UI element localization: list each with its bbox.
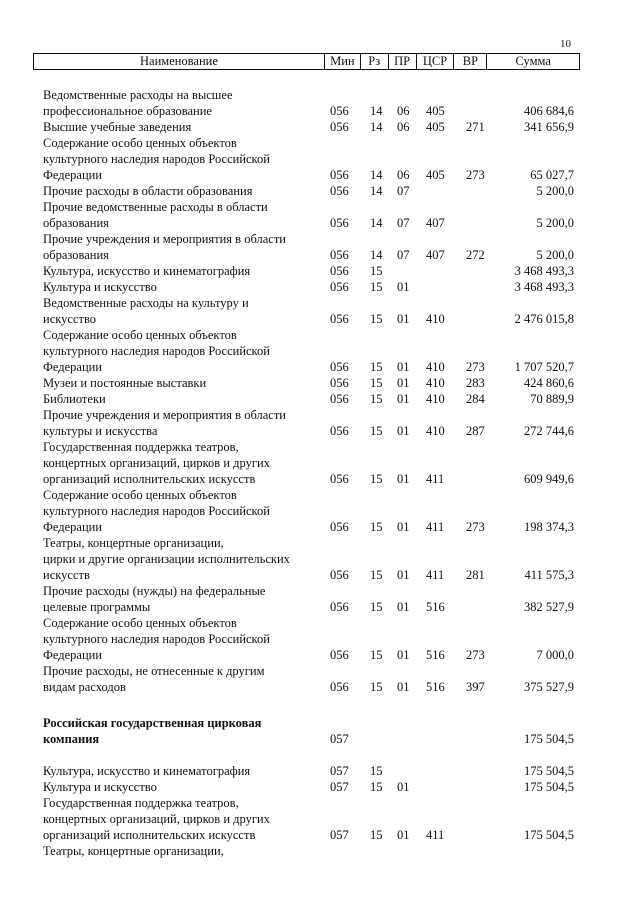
cell-vr: 272 — [466, 248, 485, 262]
row-name-line: Федерации — [43, 520, 103, 534]
cell-csr: 410 — [426, 376, 445, 390]
cell-vr: 283 — [466, 376, 485, 390]
cell-pr: 07 — [397, 248, 410, 262]
row-name — [43, 615, 333, 663]
row-name — [43, 439, 333, 487]
table-row — [0, 535, 640, 583]
row-name — [43, 583, 333, 615]
table-row — [0, 407, 640, 439]
table-row — [0, 715, 640, 747]
cell-pr: 01 — [397, 312, 410, 326]
cell-sum: 65 027,7 — [530, 168, 574, 182]
cell-vr: 273 — [466, 520, 485, 534]
cell-rz: 15 — [370, 472, 383, 486]
row-name-line: Театры, концертные организации, — [43, 536, 224, 550]
cell-rz: 15 — [370, 360, 383, 374]
row-name-line: Федерации — [43, 360, 103, 374]
cell-sum: 1 707 520,7 — [514, 360, 574, 374]
cell-sum: 5 200,0 — [536, 248, 574, 262]
row-name — [43, 795, 333, 843]
cell-csr: 410 — [426, 392, 445, 406]
row-name — [43, 279, 333, 295]
cell-rz: 14 — [370, 104, 383, 118]
cell-sum: 609 949,6 — [524, 472, 574, 486]
row-name-line: Культура и искусство — [43, 780, 157, 794]
cell-sum: 341 656,9 — [524, 120, 574, 134]
cell-rz: 14 — [370, 184, 383, 198]
row-name — [43, 327, 333, 375]
row-name — [43, 231, 333, 263]
row-name-line: Прочие учреждения и мероприятия в области — [43, 232, 286, 246]
cell-min: 057 — [330, 764, 349, 778]
row-name-line: культурного наследия народов Российской — [43, 632, 270, 646]
row-name-line: Прочие расходы (нужды) на федеральные — [43, 584, 266, 598]
cell-csr: 411 — [426, 568, 445, 582]
cell-csr: 410 — [426, 360, 445, 374]
row-name-line: Ведомственные расходы на высшее — [43, 88, 233, 102]
cell-csr: 410 — [426, 424, 445, 438]
cell-rz: 15 — [370, 392, 383, 406]
cell-csr: 411 — [426, 520, 445, 534]
cell-pr: 01 — [397, 472, 410, 486]
cell-min: 056 — [330, 648, 349, 662]
table-row — [0, 279, 640, 295]
cell-rz: 15 — [370, 312, 383, 326]
cell-vr: 273 — [466, 168, 485, 182]
cell-rz: 15 — [370, 680, 383, 694]
row-name-line: Содержание особо ценных объектов — [43, 488, 237, 502]
cell-vr: 273 — [466, 648, 485, 662]
table-row — [0, 795, 640, 843]
cell-pr: 01 — [397, 520, 410, 534]
row-name-line: Культура, искусство и кинематография — [43, 264, 251, 278]
cell-rz: 14 — [370, 216, 383, 230]
row-name-line: Федерации — [43, 648, 103, 662]
cell-min: 056 — [330, 248, 349, 262]
table-row — [0, 295, 640, 327]
table-row — [0, 183, 640, 199]
table-row — [0, 779, 640, 795]
row-name-line: Прочие учреждения и мероприятия в области — [43, 408, 286, 422]
cell-min: 057 — [330, 732, 349, 746]
cell-sum: 198 374,3 — [524, 520, 574, 534]
cell-sum: 411 575,3 — [524, 568, 574, 582]
row-name-line: Содержание особо ценных объектов — [43, 328, 237, 342]
cell-sum: 175 504,5 — [524, 828, 574, 842]
cell-pr: 07 — [397, 216, 410, 230]
row-name-line: искусств — [43, 568, 90, 582]
table-row — [0, 843, 640, 859]
cell-rz: 15 — [370, 568, 383, 582]
cell-rz: 15 — [370, 828, 383, 842]
cell-sum: 424 860,6 — [524, 376, 574, 390]
cell-rz: 15 — [370, 780, 383, 794]
row-name-line: Прочие расходы, не отнесенные к другим — [43, 664, 265, 678]
header-csr: ЦСР — [417, 54, 455, 69]
cell-rz: 15 — [370, 376, 383, 390]
cell-rz: 14 — [370, 120, 383, 134]
table-row — [0, 199, 640, 231]
row-name-line: Прочие ведомственные расходы в области — [43, 200, 268, 214]
cell-rz: 15 — [370, 600, 383, 614]
cell-min: 056 — [330, 120, 349, 134]
row-name-line: Библиотеки — [43, 392, 106, 406]
cell-min: 056 — [330, 472, 349, 486]
row-name-line: видам расходов — [43, 680, 126, 694]
cell-pr: 01 — [397, 568, 410, 582]
cell-sum: 272 744,6 — [524, 424, 574, 438]
cell-min: 057 — [330, 780, 349, 794]
cell-rz: 15 — [370, 280, 383, 294]
cell-pr: 06 — [397, 120, 410, 134]
row-name-line: Музеи и постоянные выставки — [43, 376, 207, 390]
row-name-line: концертных организаций, цирков и других — [43, 812, 270, 826]
cell-min: 056 — [330, 680, 349, 694]
cell-rz: 15 — [370, 424, 383, 438]
table-row — [0, 439, 640, 487]
cell-min: 056 — [330, 392, 349, 406]
row-name — [43, 263, 333, 279]
table-row — [0, 663, 640, 695]
row-name-line: компания — [43, 732, 100, 746]
table-row — [0, 487, 640, 535]
cell-sum: 2 476 015,8 — [514, 312, 574, 326]
cell-csr: 411 — [426, 472, 445, 486]
cell-vr: 271 — [466, 120, 485, 134]
cell-pr: 01 — [397, 280, 410, 294]
cell-sum: 382 527,9 — [524, 600, 574, 614]
cell-min: 056 — [330, 168, 349, 182]
row-name — [43, 87, 333, 119]
row-name-line: образования — [43, 216, 109, 230]
cell-rz: 15 — [370, 264, 383, 278]
table-row — [0, 327, 640, 375]
cell-pr: 06 — [397, 168, 410, 182]
cell-min: 056 — [330, 424, 349, 438]
cell-vr: 284 — [466, 392, 485, 406]
table-row — [0, 87, 640, 119]
cell-min: 056 — [330, 280, 349, 294]
row-name — [43, 407, 333, 439]
cell-min: 057 — [330, 828, 349, 842]
cell-sum: 175 504,5 — [524, 732, 574, 746]
row-name — [43, 375, 333, 391]
row-name-line: культурного наследия народов Российской — [43, 152, 270, 166]
table-row — [0, 391, 640, 407]
row-name — [43, 119, 333, 135]
cell-rz: 15 — [370, 648, 383, 662]
page-number: 10 — [560, 38, 571, 50]
header-min: Мин — [325, 54, 361, 69]
row-name — [43, 487, 333, 535]
row-name-line: Культура, искусство и кинематография — [43, 764, 251, 778]
cell-sum: 7 000,0 — [536, 648, 574, 662]
cell-pr: 01 — [397, 648, 410, 662]
table-row — [0, 615, 640, 663]
row-name — [43, 295, 333, 327]
row-name — [43, 763, 333, 779]
cell-sum: 175 504,5 — [524, 780, 574, 794]
cell-csr: 411 — [426, 828, 445, 842]
row-name — [43, 391, 333, 407]
cell-csr: 516 — [426, 680, 445, 694]
cell-min: 056 — [330, 376, 349, 390]
row-name-line: искусство — [43, 312, 97, 326]
row-name-line: образования — [43, 248, 109, 262]
row-name-line: культурного наследия народов Российской — [43, 344, 270, 358]
cell-sum: 70 889,9 — [530, 392, 574, 406]
row-name-line: культуры и искусства — [43, 424, 158, 438]
cell-sum: 375 527,9 — [524, 680, 574, 694]
row-name-line: Содержание особо ценных объектов — [43, 616, 237, 630]
cell-pr: 01 — [397, 600, 410, 614]
row-name-line: Высшие учебные заведения — [43, 120, 192, 134]
cell-min: 056 — [330, 520, 349, 534]
cell-csr: 516 — [426, 600, 445, 614]
row-name-line: Культура и искусство — [43, 280, 157, 294]
cell-min: 056 — [330, 312, 349, 326]
cell-vr: 273 — [466, 360, 485, 374]
cell-pr: 01 — [397, 680, 410, 694]
cell-sum: 5 200,0 — [536, 184, 574, 198]
cell-vr: 287 — [466, 424, 485, 438]
cell-csr: 407 — [426, 216, 445, 230]
cell-pr: 01 — [397, 780, 410, 794]
cell-csr: 405 — [426, 120, 445, 134]
cell-min: 056 — [330, 360, 349, 374]
cell-csr: 410 — [426, 312, 445, 326]
row-name-line: организаций исполнительских искусств — [43, 472, 256, 486]
cell-csr: 405 — [426, 104, 445, 118]
cell-pr: 01 — [397, 392, 410, 406]
cell-pr: 01 — [397, 376, 410, 390]
header-sum: Сумма — [515, 54, 551, 68]
cell-csr: 407 — [426, 248, 445, 262]
row-name-line: целевые программы — [43, 600, 151, 614]
row-name-line: Государственная поддержка театров, — [43, 440, 239, 454]
row-name-line: Ведомственные расходы на культуру и — [43, 296, 249, 310]
cell-min: 056 — [330, 184, 349, 198]
cell-min: 056 — [330, 264, 349, 278]
row-name — [43, 663, 333, 695]
table-row — [0, 583, 640, 615]
cell-min: 056 — [330, 104, 349, 118]
cell-csr: 405 — [426, 168, 445, 182]
cell-min: 056 — [330, 600, 349, 614]
header-pr: ПР — [389, 54, 417, 69]
row-name-line: Содержание особо ценных объектов — [43, 136, 237, 150]
cell-rz: 14 — [370, 248, 383, 262]
row-name-line: Федерации — [43, 168, 103, 182]
cell-csr: 516 — [426, 648, 445, 662]
row-name-line: концертных организаций, цирков и других — [43, 456, 270, 470]
row-name-line: культурного наследия народов Российской — [43, 504, 270, 518]
row-name-line: цирки и другие организации исполнительских — [43, 552, 290, 566]
cell-sum: 406 684,6 — [524, 104, 574, 118]
header-rz: Рз — [361, 54, 389, 69]
cell-min: 056 — [330, 216, 349, 230]
row-name-line: организаций исполнительских искусств — [43, 828, 256, 842]
row-name-line: Российская государственная цирковая — [43, 716, 262, 730]
table-row — [0, 231, 640, 263]
cell-pr: 01 — [397, 424, 410, 438]
cell-sum: 3 468 493,3 — [514, 264, 574, 278]
table-row — [0, 763, 640, 779]
row-name-line: профессиональное образование — [43, 104, 212, 118]
row-name-line: Театры, концертные организации, — [43, 844, 224, 858]
cell-rz: 15 — [370, 764, 383, 778]
row-name-line: Государственная поддержка театров, — [43, 796, 239, 810]
table-row — [0, 135, 640, 183]
cell-vr: 281 — [466, 568, 485, 582]
header-vr: ВР — [454, 54, 487, 69]
cell-min: 056 — [330, 568, 349, 582]
cell-pr: 01 — [397, 360, 410, 374]
cell-vr: 397 — [466, 680, 485, 694]
row-name — [43, 199, 333, 231]
cell-sum: 5 200,0 — [536, 216, 574, 230]
table-row — [0, 375, 640, 391]
row-name — [43, 183, 333, 199]
row-name-line: Прочие расходы в области образования — [43, 184, 253, 198]
cell-rz: 14 — [370, 168, 383, 182]
row-name — [43, 715, 333, 747]
cell-sum: 175 504,5 — [524, 764, 574, 778]
table-row — [0, 119, 640, 135]
table-row — [0, 263, 640, 279]
header-name: Наименование — [34, 54, 325, 69]
row-name — [43, 135, 333, 183]
cell-pr: 07 — [397, 184, 410, 198]
row-name — [43, 779, 333, 795]
cell-pr: 01 — [397, 828, 410, 842]
cell-sum: 3 468 493,3 — [514, 280, 574, 294]
table-header — [33, 53, 580, 70]
cell-pr: 06 — [397, 104, 410, 118]
row-name — [43, 843, 333, 859]
row-name — [43, 535, 333, 583]
cell-rz: 15 — [370, 520, 383, 534]
